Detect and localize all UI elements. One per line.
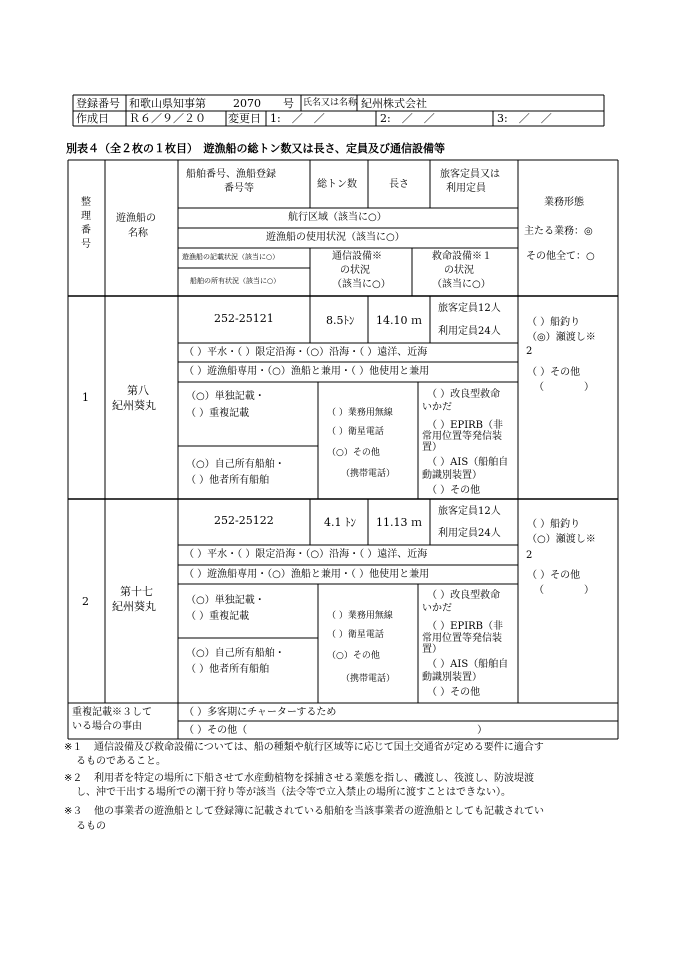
- row-2-reg-number: 252-25122: [214, 514, 274, 527]
- header-navigation-area: 航行区域（該当に○）: [288, 212, 387, 223]
- change-date-1: 1: ／ ／: [270, 112, 325, 125]
- row-2-rescue-epirb: （ ）EPIRB（非: [427, 621, 504, 632]
- row-1-rescue-raft-cont: いかだ: [422, 402, 452, 413]
- row-1-reg-number: 252-25121: [214, 312, 274, 325]
- name-label: 氏名又は名称: [303, 98, 358, 108]
- created-date: Ｒ６／９／２０: [129, 112, 206, 125]
- row-1-own-self: （○）自己所有船舶・: [186, 459, 285, 470]
- row-2-rescue-ais-cont: 動識別装置）: [422, 672, 482, 683]
- header-usage-status: 遊漁船の使用状況（該当に○）: [266, 232, 405, 243]
- row-2-rescue-ais: （ ）AIS（船舶自: [427, 659, 509, 670]
- duplicate-option-other: （ ）その他（ ）: [184, 725, 488, 736]
- row-2-own-self: （○）自己所有船舶・: [186, 648, 285, 659]
- row-2-business-other: （ ）その他: [527, 570, 581, 581]
- header-length: 長さ: [389, 179, 409, 190]
- change-label: 変更日: [228, 112, 261, 125]
- row-1-usage-status: （ ）遊漁船専用・（○）漁船と兼用・（ ）他使用と兼用: [184, 366, 430, 377]
- header-comm-line-2: の状況: [340, 265, 370, 276]
- row-2-reg-single: （○）単独記載・: [186, 595, 265, 606]
- note-2-line-2: し、沖で干出する場所での潮干狩り等が該当（法令等で立入禁止の場所に渡すことはできない）。: [76, 787, 511, 798]
- section-title: 別表４（全２枚の１枚目） 遊漁船の総トン数又は長さ、定員及び通信設備等: [66, 142, 446, 155]
- header-name-line-2: 名称: [128, 228, 148, 239]
- row-1-rescue-ais-cont: 動識別装置）: [422, 470, 482, 481]
- row-2-rescue-epirb-cont-1: 常用位置等発信装: [422, 633, 502, 644]
- header-ownership-status: 船舶の所有状況（該当に○）: [190, 277, 281, 285]
- row-1-length: 14.10 ｍ: [376, 314, 422, 327]
- note-2-line-1: 利用者を特定の場所に下船させて水産動植物を採捕させる業態を指し、磯渡し、筏渡し、防波堤渡: [94, 773, 534, 784]
- row-2-rescue-raft-cont: いかだ: [422, 603, 452, 614]
- row-1-tonnage: 8.5ﾄﾝ: [326, 314, 355, 327]
- row-1-ship-name-line-2: 紀州葵丸: [112, 399, 156, 412]
- row-1-comm-other-detail: （携帯電話）: [341, 469, 396, 479]
- header-no-char-1: 整: [81, 197, 91, 208]
- note-3-line-1: 他の事業者の遊漁船として登録簿に記載されている船舶を当該事業者の遊漁船としても記載されてい: [94, 806, 544, 817]
- row-1-business-fishing: （ ）船釣り: [527, 317, 581, 328]
- header-comm-line-3: （該当に○）: [332, 279, 391, 290]
- note-2-mark: ※２: [64, 773, 83, 784]
- header-rescue-line-1: 救命設備※１: [432, 251, 492, 262]
- row-1-business-note-ref: 2: [526, 346, 533, 357]
- header-regnum-line-1: 船舶番号、漁船登録: [186, 169, 276, 180]
- row-2-length: 11.13 ｍ: [376, 516, 422, 529]
- row-2-usage-status: （ ）遊漁船専用・（○）漁船と兼用・（ ）他使用と兼用: [184, 569, 430, 580]
- row-2-number: 2: [82, 595, 89, 608]
- header-business-main: 主たる業務：◎: [524, 226, 593, 237]
- row-2-navigation-area: （ ）平水・（ ）限定沿海・（○）沿海・（ ）遠洋、近海: [184, 549, 428, 560]
- row-2-rescue-raft: （ ）改良型救命: [427, 590, 501, 601]
- header-regnum-line-2: 番号等: [224, 183, 254, 194]
- row-2-rescue-other: （ ）その他: [427, 687, 481, 698]
- reg-no-num: 2070: [233, 97, 261, 110]
- row-1-own-other: （ ）他者所有船舶: [186, 475, 270, 486]
- duplicate-label-line-2: いる場合の事由: [72, 721, 142, 732]
- created-label: 作成日: [76, 112, 109, 125]
- row-2-reg-double: （ ）重複記載: [186, 611, 250, 622]
- row-1-rescue-other: （ ）その他: [427, 485, 481, 496]
- row-1-passenger-capacity: 旅客定員12人: [438, 303, 501, 314]
- row-2-comm-satellite: （ ）衛星電話: [327, 630, 384, 640]
- header-rescue-line-2: の状況: [444, 265, 474, 276]
- row-2-business-fishing: （ ）船釣り: [527, 519, 581, 530]
- change-date-2: 2: ／ ／: [380, 112, 435, 125]
- row-2-comm-other-detail: （携帯電話）: [341, 674, 396, 684]
- row-1-rescue-raft: （ ）改良型救命: [427, 389, 501, 400]
- note-1-line-2: るものであること。: [76, 756, 166, 767]
- row-2-own-other: （ ）他者所有船舶: [186, 664, 270, 675]
- row-1-business-iso-watashi: （◎）瀬渡し※: [527, 332, 596, 343]
- header-no-char-2: 理: [81, 211, 91, 222]
- header-capacity-line-2: 利用定員: [446, 183, 486, 194]
- header-name-line-1: 遊漁船の: [116, 213, 156, 224]
- company-name: 紀州株式会社: [361, 97, 427, 110]
- row-1-reg-single: （○）単独記載・: [186, 391, 265, 402]
- row-1-business-other-detail: （ ）: [534, 382, 594, 393]
- note-3-mark: ※３: [64, 806, 83, 817]
- header-business: 業務形態: [544, 197, 584, 208]
- header-no-char-3: 番: [81, 225, 91, 236]
- header-comm-line-1: 通信設備※: [332, 251, 382, 262]
- header-no-char-4: 号: [81, 239, 91, 250]
- reg-no-value: 和歌山県知事第: [129, 97, 206, 110]
- row-1-number: 1: [82, 391, 89, 404]
- row-1-ship-name-line-1: 第八: [127, 384, 149, 397]
- row-1-rescue-epirb: （ ）EPIRB（非: [427, 420, 504, 431]
- note-3-line-2: るもの: [76, 821, 106, 832]
- row-1-user-capacity: 利用定員24人: [438, 326, 501, 337]
- header-tonnage: 総トン数: [317, 179, 357, 190]
- header-registration-status: 遊漁船の記載状況（該当に○）: [182, 253, 280, 261]
- header-capacity-line-1: 旅客定員又は: [440, 169, 500, 180]
- row-1-business-other: （ ）その他: [527, 367, 581, 378]
- row-1-rescue-epirb-cont-2: 置）: [422, 442, 442, 453]
- row-2-business-iso-watashi: （○）瀬渡し※: [527, 534, 596, 545]
- row-1-reg-double: （ ）重複記載: [186, 408, 250, 419]
- row-1-comm-other: （○）その他: [327, 448, 380, 458]
- row-2-comm-radio: （ ）業務用無線: [327, 611, 393, 621]
- change-date-3: 3: ／ ／: [497, 112, 552, 125]
- reg-no-label: 登録番号: [76, 97, 120, 110]
- row-2-business-note-ref: 2: [526, 550, 533, 561]
- row-1-navigation-area: （ ）平水・（ ）限定沿海・（○）沿海・（ ）遠洋、近海: [184, 347, 428, 358]
- row-2-business-other-detail: （ ）: [534, 585, 594, 596]
- row-1-comm-radio: （ ）業務用無線: [327, 408, 393, 418]
- header-rescue-line-3: （該当に○）: [432, 279, 491, 290]
- row-2-passenger-capacity: 旅客定員12人: [438, 506, 501, 517]
- row-2-rescue-epirb-cont-2: 置）: [422, 644, 442, 655]
- reg-no-suffix: 号: [283, 97, 294, 110]
- row-1-rescue-epirb-cont-1: 常用位置等発信装: [422, 431, 502, 442]
- row-2-ship-name-line-1: 第十七: [120, 585, 153, 598]
- row-1-rescue-ais: （ ）AIS（船舶自: [427, 457, 509, 468]
- row-2-tonnage: 4.1 ﾄﾝ: [324, 516, 356, 529]
- row-1-comm-satellite: （ ）衛星電話: [327, 427, 384, 437]
- note-1-line-1: 通信設備及び救命設備については、船の種類や航行区域等に応じて国土交通省が定める要件に適合す: [94, 742, 544, 753]
- row-2-comm-other: （○）その他: [327, 651, 380, 661]
- duplicate-label-line-1: 重複記載※３して: [72, 707, 152, 718]
- note-1-mark: ※１: [64, 742, 83, 753]
- row-2-user-capacity: 利用定員24人: [438, 528, 501, 539]
- header-business-other: その他全て：○: [526, 251, 595, 262]
- duplicate-option-charter: （ ）多客期にチャーターするため: [184, 707, 337, 718]
- row-2-ship-name-line-2: 紀州葵丸: [112, 600, 156, 613]
